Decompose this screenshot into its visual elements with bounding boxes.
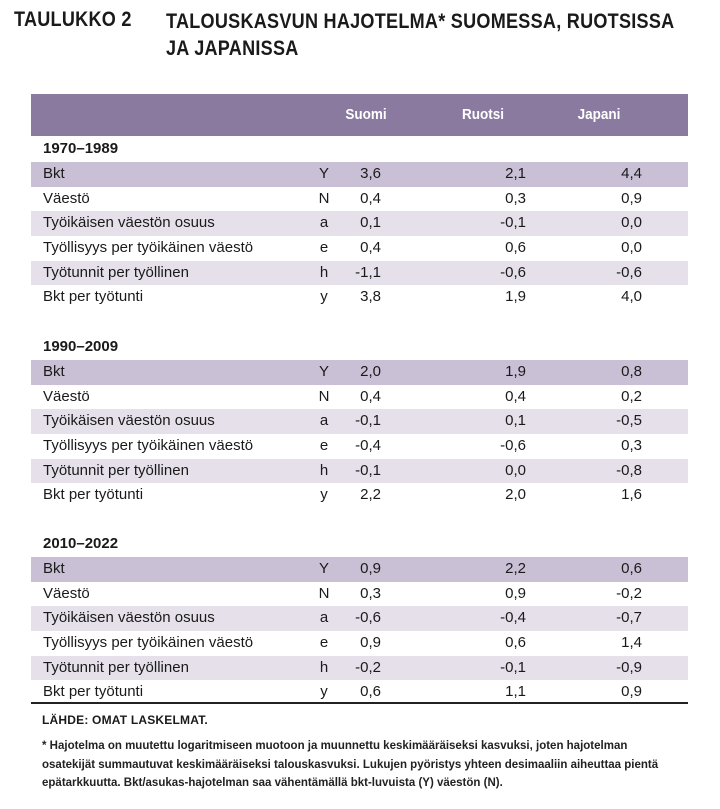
cell-ruotsi: 2,2 (505, 560, 526, 577)
table-row (31, 606, 688, 631)
cell-suomi: 0,1 (360, 214, 381, 232)
row-symbol: h (319, 658, 329, 676)
table-row (31, 483, 688, 508)
row-symbol: e (319, 436, 329, 454)
table-header (31, 94, 688, 136)
cell-japani: 0,2 (621, 387, 642, 405)
cell-suomi: 2,0 (360, 363, 381, 380)
row-symbol: y (320, 288, 328, 306)
cell-japani: 1,4 (621, 633, 642, 651)
cell-suomi: -0,2 (355, 658, 381, 676)
cell-suomi: 0,3 (360, 584, 381, 602)
cell-japani: 0,9 (621, 189, 642, 207)
cell-japani: 0,3 (621, 436, 642, 454)
row-label: Työtunnit per työllinen (43, 461, 189, 479)
table-row (31, 385, 688, 410)
cell-suomi: 0,4 (360, 189, 381, 207)
table-row (31, 187, 688, 212)
cell-japani: -0,2 (616, 584, 642, 602)
row-symbol: Y (318, 560, 329, 577)
cell-japani: 4,0 (621, 288, 642, 306)
table-row (31, 582, 688, 607)
table-row (31, 409, 688, 434)
cell-japani: 1,6 (621, 486, 642, 504)
table-row (31, 211, 688, 236)
row-symbol: y (320, 486, 328, 504)
footnote: * Hajotelma on muutettu logaritmiseen muotoon ja muunnettu keskimääräiseksi kasvuksi, joten hajotelman osatekijät summautuvat keskimääräiseksi talouskasvuksi. Lukujen pyöristys yhteen desimaaliin aiheuttaa pientä epätarkkuutta. Bkt/asukas-hajotelman saa vähentämällä bkt-luvuista (Y) väestön (N). (42, 740, 659, 789)
source-note: LÄHDE: OMAT LASKELMAT. (42, 713, 208, 727)
row-label: Työikäisen väestön osuus (43, 214, 215, 232)
column-header-japani: Japani (577, 106, 621, 123)
row-label: Työllisyys per työikäinen väestö (43, 238, 254, 256)
table-row (31, 162, 688, 187)
cell-japani: -0,7 (616, 609, 642, 627)
cell-japani: 0,0 (621, 214, 642, 232)
cell-suomi: -0,4 (355, 436, 381, 454)
cell-ruotsi: 2,0 (505, 486, 526, 504)
row-label: Työllisyys per työikäinen väestö (43, 436, 254, 454)
row-symbol: N (318, 189, 330, 207)
table-heading-line1: TALOUSKASVUN HAJOTELMA* SUOMESSA, RUOTSISSA (166, 10, 675, 33)
cell-suomi: 0,4 (360, 238, 381, 256)
row-label: Bkt (43, 560, 65, 577)
row-symbol: a (319, 609, 329, 627)
row-label: Bkt (43, 165, 65, 182)
row-label: Väestö (43, 387, 90, 405)
cell-suomi: 3,8 (360, 288, 381, 306)
cell-suomi: -0,1 (355, 412, 381, 430)
cell-suomi: -0,1 (355, 461, 381, 479)
cell-ruotsi: 1,9 (505, 363, 526, 380)
cell-ruotsi: 0,9 (505, 584, 526, 602)
section-title: 1990–2009 (43, 338, 119, 355)
table-number: TAULUKKO 2 (14, 8, 132, 31)
cell-ruotsi: 0,1 (505, 412, 526, 430)
row-label: Työllisyys per työikäinen väestö (43, 633, 254, 651)
table-row (31, 434, 688, 459)
row-label: Työtunnit per työllinen (43, 658, 189, 676)
cell-japani: 0,9 (621, 683, 642, 701)
data-table (31, 94, 688, 701)
cell-suomi: 0,9 (360, 560, 381, 577)
cell-japani: -0,8 (616, 461, 642, 479)
cell-ruotsi: -0,4 (500, 609, 526, 627)
row-symbol: a (319, 214, 329, 232)
cell-ruotsi: -0,1 (500, 658, 526, 676)
cell-suomi: 0,9 (360, 633, 381, 651)
cell-suomi: 0,6 (360, 683, 381, 701)
cell-japani: -0,9 (616, 658, 642, 676)
cell-ruotsi: 1,9 (505, 288, 526, 306)
cell-japani: -0,5 (616, 412, 642, 430)
table-row (31, 459, 688, 484)
cell-ruotsi: 1,1 (505, 683, 526, 701)
row-symbol: y (320, 683, 328, 701)
row-label: Bkt per työtunti (43, 288, 144, 306)
column-header-suomi: Suomi (345, 106, 387, 123)
cell-ruotsi: -0,6 (500, 436, 526, 454)
cell-ruotsi: -0,6 (500, 263, 526, 281)
cell-japani: 0,6 (621, 560, 642, 577)
table-row (31, 285, 688, 310)
row-label: Bkt per työtunti (43, 683, 144, 701)
cell-suomi: 0,4 (360, 387, 381, 405)
row-symbol: e (319, 238, 329, 256)
row-label: Bkt (43, 363, 65, 380)
cell-japani: 4,4 (621, 165, 642, 182)
cell-ruotsi: 0,3 (505, 189, 526, 207)
table-row (31, 631, 688, 656)
table-row (31, 236, 688, 261)
row-label: Väestö (43, 189, 90, 207)
cell-ruotsi: 0,0 (505, 461, 526, 479)
cell-suomi: -0,6 (355, 609, 381, 627)
table-row (31, 656, 688, 681)
row-symbol: e (319, 633, 329, 651)
cell-ruotsi: 2,1 (505, 165, 526, 182)
row-symbol: a (319, 412, 329, 430)
section-title: 2010–2022 (43, 535, 119, 552)
section-title: 1970–1989 (43, 140, 119, 157)
cell-japani: 0,8 (621, 363, 642, 380)
row-symbol: h (319, 461, 329, 479)
row-label: Bkt per työtunti (43, 486, 144, 504)
row-symbol: Y (318, 363, 329, 380)
row-label: Työikäisen väestön osuus (43, 609, 215, 627)
row-label: Työikäisen väestön osuus (43, 412, 215, 430)
row-symbol: N (318, 387, 330, 405)
cell-ruotsi: 0,4 (505, 387, 526, 405)
cell-suomi: -1,1 (355, 263, 381, 281)
table-row (31, 360, 688, 385)
table-heading-line2: JA JAPANISSA (166, 37, 299, 60)
cell-ruotsi: -0,1 (500, 214, 526, 232)
cell-ruotsi: 0,6 (505, 238, 526, 256)
row-symbol: N (318, 584, 330, 602)
bottom-rule (31, 702, 688, 704)
row-symbol: h (319, 263, 329, 281)
cell-japani: 0,0 (621, 238, 642, 256)
table-heading (166, 8, 699, 62)
row-label: Väestö (43, 584, 90, 602)
cell-suomi: 3,6 (360, 165, 381, 182)
cell-japani: -0,6 (616, 263, 642, 281)
table-row (31, 261, 688, 286)
row-symbol: Y (318, 165, 329, 182)
table-row (31, 557, 688, 582)
cell-suomi: 2,2 (360, 486, 381, 504)
row-label: Työtunnit per työllinen (43, 263, 189, 281)
column-header-ruotsi: Ruotsi (461, 106, 504, 123)
cell-ruotsi: 0,6 (505, 633, 526, 651)
